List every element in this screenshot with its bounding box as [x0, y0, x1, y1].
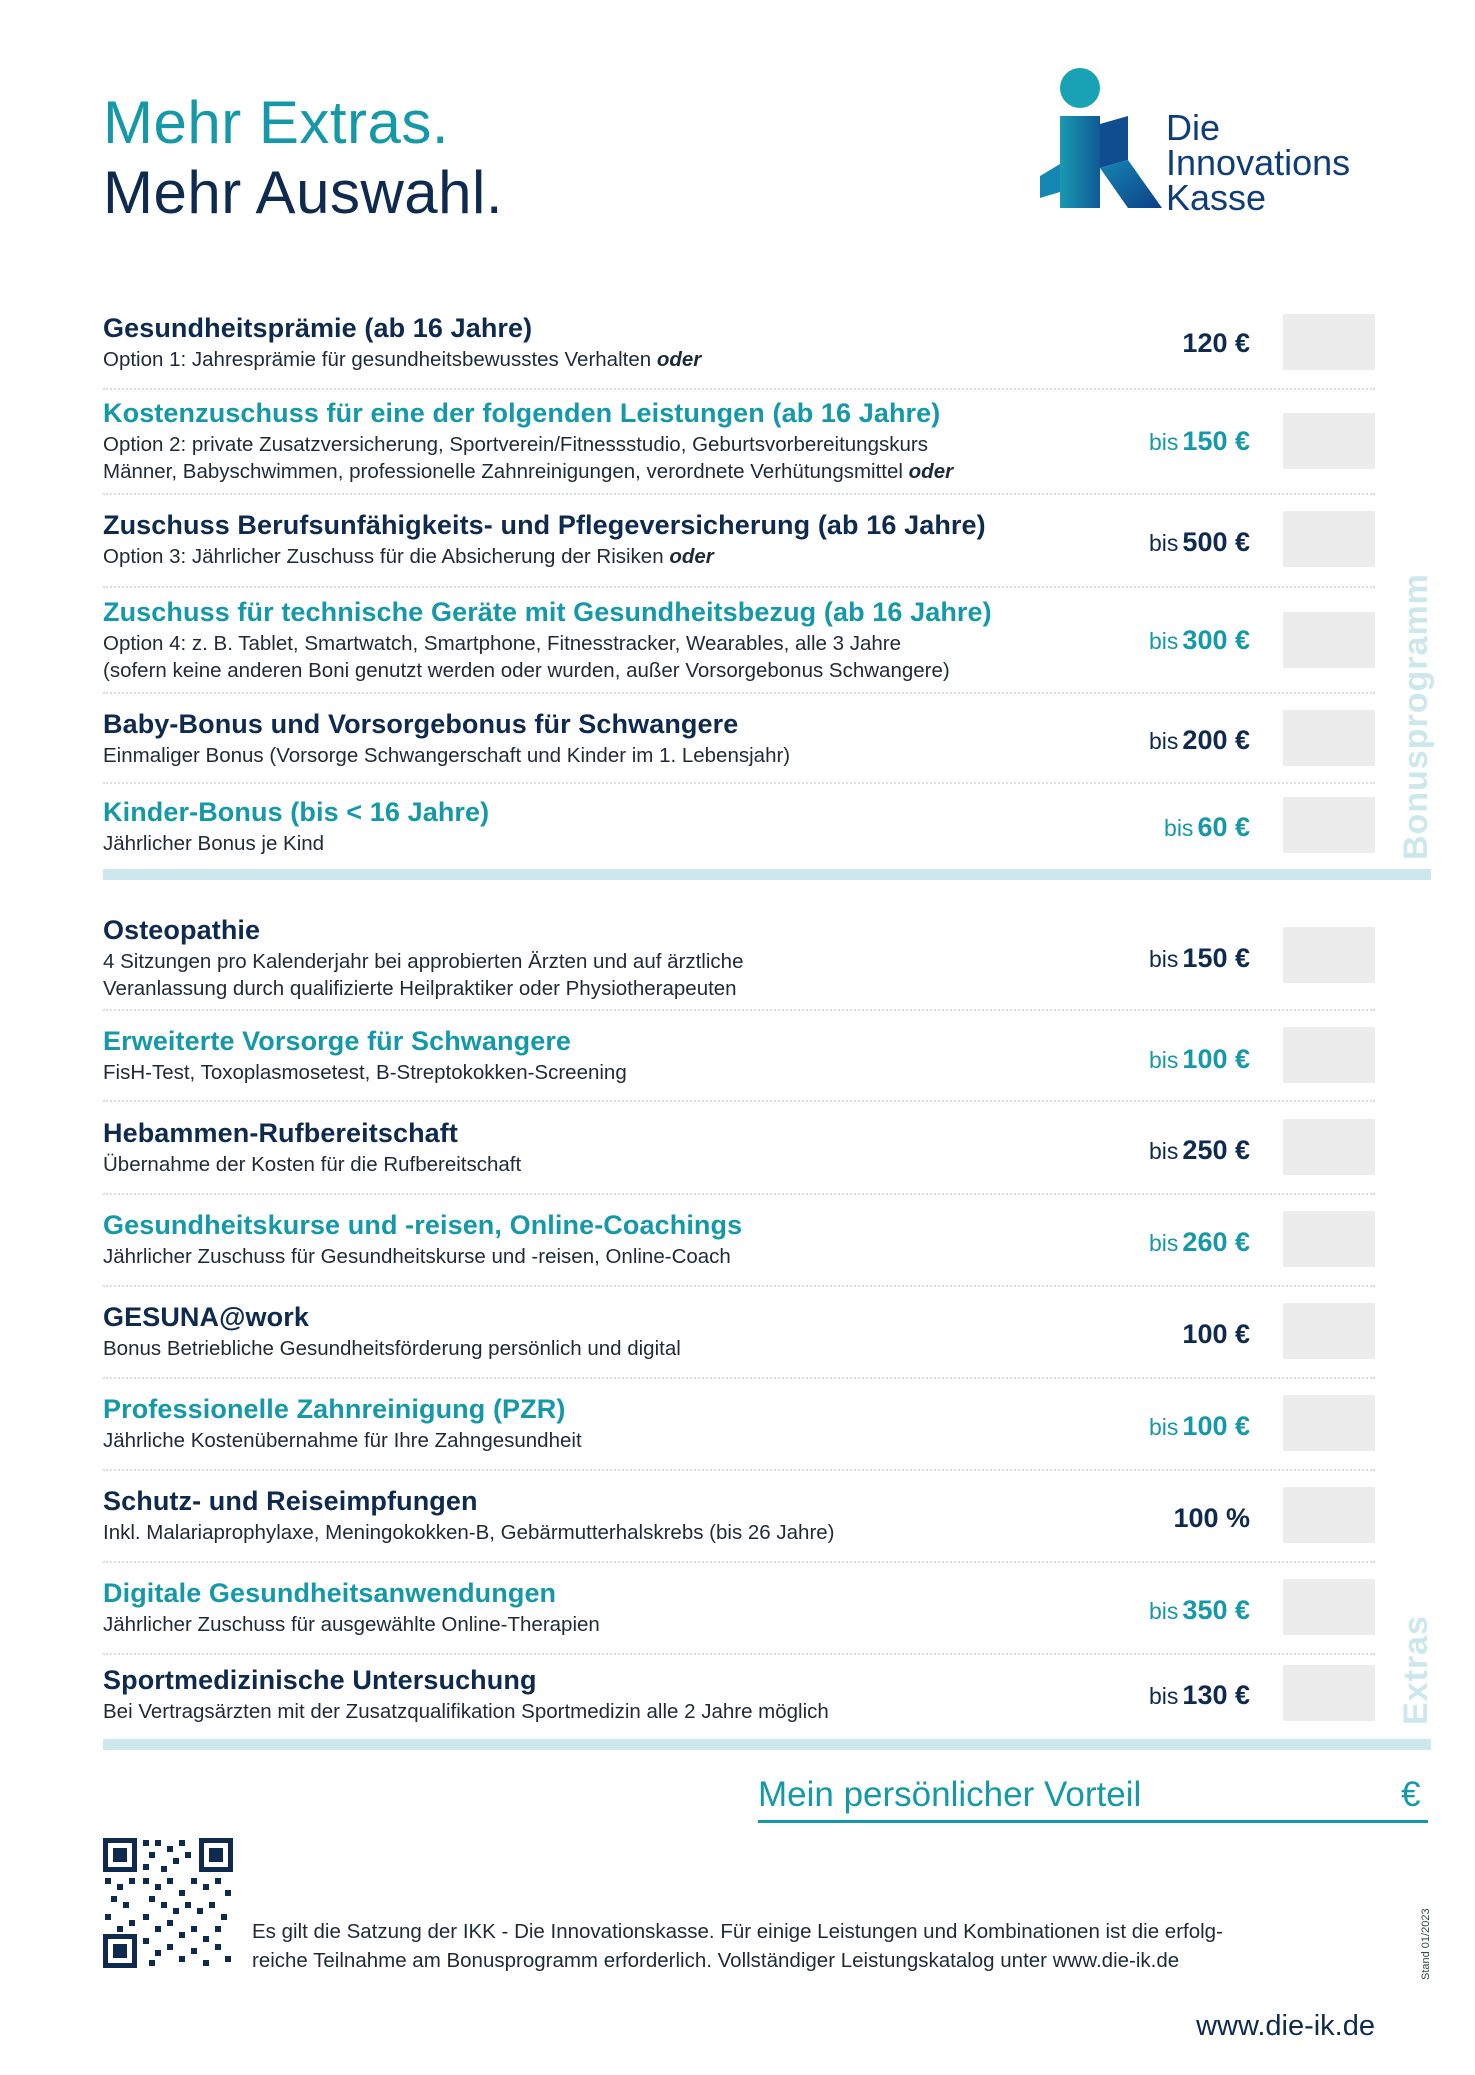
- row-amount: bis 60 €: [1164, 812, 1250, 842]
- row-desc-2: Männer, Babyschwimmen, professionelle Zahnreinigungen, verordnete Verhütungsmittel oder: [103, 460, 954, 483]
- footnote-line-1: Es gilt die Satzung der IKK - Die Innovationskasse. Für einige Leistungen und Kombinationen ist die erfolg-: [252, 1920, 1223, 1943]
- row-desc: Jährlicher Zuschuss für ausgewählte Online-Therapien: [103, 1613, 600, 1636]
- checkbox-field[interactable]: [1283, 1211, 1375, 1267]
- bonus-section-divider: [103, 869, 1431, 880]
- checkbox-field[interactable]: [1283, 1303, 1375, 1359]
- extras-row-erweiterte-vorsorge: [103, 1024, 1375, 1102]
- row-amount: bis 350 €: [1149, 1595, 1250, 1625]
- extras-row-gesuna: [103, 1300, 1375, 1379]
- row-amount: bis 100 €: [1149, 1411, 1250, 1441]
- row-amount: 120 €: [1182, 328, 1250, 358]
- checkbox-field[interactable]: [1283, 413, 1375, 469]
- extras-row-osteopathie: [103, 913, 1375, 1011]
- row-desc: Übernahme der Kosten für die Rufbereitschaft: [103, 1153, 522, 1176]
- row-title: Kostenzuschuss für eine der folgenden Leistungen (ab 16 Jahre): [103, 398, 941, 428]
- bonus-row-kinder-bonus: [103, 797, 1375, 863]
- row-title: Gesundheitsprämie (ab 16 Jahre): [103, 313, 533, 343]
- row-amount: bis 130 €: [1149, 1680, 1250, 1710]
- row-desc: Jährliche Kostenübernahme für Ihre Zahngesundheit: [103, 1429, 582, 1452]
- footnote: [252, 1917, 1223, 1975]
- row-title: Kinder-Bonus (bis < 16 Jahre): [103, 797, 490, 827]
- row-title: Digitale Gesundheitsanwendungen: [103, 1578, 557, 1608]
- row-amount: 100 %: [1173, 1503, 1250, 1533]
- row-amount: 100 €: [1182, 1319, 1250, 1349]
- row-desc: Option 3: Jährlicher Zuschuss für die Absicherung der Risiken oder: [103, 545, 714, 568]
- personal-benefit-input-line[interactable]: [758, 1820, 1428, 1823]
- checkbox-field[interactable]: [1283, 797, 1375, 853]
- logo-line-3: Kasse: [1166, 177, 1267, 218]
- row-desc: Option 2: private Zusatzversicherung, Sportverein/Fitnessstudio, Geburtsvorbereitungskurs: [103, 433, 928, 456]
- row-title: Sportmedizinische Untersuchung: [103, 1665, 537, 1695]
- headline: [103, 88, 503, 228]
- logo-line-1: Die: [1166, 107, 1221, 148]
- row-amount: bis 100 €: [1149, 1044, 1250, 1074]
- row-title: GESUNA@work: [103, 1302, 309, 1332]
- row-title: Hebammen-Rufbereitschaft: [103, 1118, 458, 1148]
- headline-line-1: Mehr Extras.: [103, 89, 450, 156]
- row-desc: Jährlicher Zuschuss für Gesundheitskurse und -reisen, Online-Coach: [103, 1245, 731, 1268]
- checkbox-field[interactable]: [1283, 1579, 1375, 1635]
- row-amount: bis 150 €: [1149, 943, 1250, 973]
- row-title: Zuschuss Berufsunfähigkeits- und Pflegeversicherung (ab 16 Jahre): [103, 510, 986, 540]
- bonus-row-baby-bonus: [103, 707, 1375, 784]
- bonus-vertical-label: Bonusprogramm: [1397, 573, 1435, 860]
- row-title: Professionelle Zahnreinigung (PZR): [103, 1394, 566, 1424]
- qr-code-icon: [103, 1838, 233, 1968]
- row-title: Gesundheitskurse und -reisen, Online-Coachings: [103, 1210, 743, 1240]
- extras-row-gesundheitskurse: [103, 1208, 1375, 1287]
- extras-vertical-label: Extras: [1397, 1615, 1435, 1725]
- extras-row-digitale-anwendungen: [103, 1576, 1375, 1655]
- row-desc: Einmaliger Bonus (Vorsorge Schwangerschaft und Kinder im 1. Lebensjahr): [103, 744, 791, 767]
- bonus-row-disability-insurance: [103, 507, 1375, 588]
- row-amount: bis 300 €: [1149, 625, 1250, 655]
- row-desc: Option 1: Jahresprämie für gesundheitsbewusstes Verhalten oder: [103, 348, 702, 371]
- checkbox-field[interactable]: [1283, 1395, 1375, 1451]
- row-title: Zuschuss für technische Geräte mit Gesundheitsbezug (ab 16 Jahre): [103, 597, 992, 627]
- row-amount: bis 200 €: [1149, 725, 1250, 755]
- row-amount: bis 250 €: [1149, 1135, 1250, 1165]
- bonus-row-health-premium: [103, 310, 1375, 390]
- row-amount: bis 500 €: [1149, 527, 1250, 557]
- row-desc: 4 Sitzungen pro Kalenderjahr bei approbierten Ärzten und auf ärztliche: [103, 950, 744, 973]
- row-desc: Option 4: z. B. Tablet, Smartwatch, Smartphone, Fitnesstracker, Wearables, alle 3 Jahre: [103, 632, 901, 655]
- headline-line-2: Mehr Auswahl.: [103, 159, 504, 226]
- logo-wordmark: [1166, 107, 1351, 218]
- row-title: Erweiterte Vorsorge für Schwangere: [103, 1026, 572, 1056]
- bonus-row-cost-subsidy: [103, 398, 1375, 495]
- row-desc: FisH-Test, Toxoplasmosetest, B-Streptokokken-Screening: [103, 1061, 627, 1084]
- checkbox-field[interactable]: [1283, 1027, 1375, 1083]
- row-amount: bis 150 €: [1149, 426, 1250, 456]
- row-desc-2: (sofern keine anderen Boni genutzt werden oder wurden, außer Vorsorgebonus Schwangere): [103, 659, 950, 682]
- logo-line-2: Innovations: [1166, 142, 1351, 183]
- row-desc: Jährlicher Bonus je Kind: [103, 832, 325, 855]
- row-desc: Bonus Betriebliche Gesundheitsförderung persönlich und digital: [103, 1337, 681, 1360]
- personal-benefit-label: Mein persönlicher Vorteil: [758, 1775, 1142, 1814]
- row-title: Osteopathie: [103, 915, 261, 945]
- extras-row-impfungen: [103, 1484, 1375, 1563]
- footer-url-link[interactable]: www.die-ik.de: [1196, 2010, 1375, 2042]
- row-title: Baby-Bonus und Vorsorgebonus für Schwangere: [103, 709, 739, 739]
- row-amount: bis 260 €: [1149, 1227, 1250, 1257]
- checkbox-field[interactable]: [1283, 511, 1375, 567]
- checkbox-field[interactable]: [1283, 710, 1375, 766]
- checkbox-field[interactable]: [1283, 927, 1375, 983]
- personal-benefit-currency: €: [1401, 1775, 1421, 1814]
- checkbox-field[interactable]: [1283, 612, 1375, 668]
- row-desc: Bei Vertragsärzten mit der Zusatzqualifikation Sportmedizin alle 2 Jahre möglich: [103, 1700, 829, 1723]
- extras-section-divider: [103, 1739, 1431, 1750]
- extras-row-sportmedizin: [103, 1665, 1375, 1731]
- bonus-row-technical-devices: [103, 597, 1375, 694]
- footnote-line-2: reiche Teilnahme am Bonusprogramm erforderlich. Vollständiger Leistungskatalog unter www.die-ik.de: [252, 1949, 1180, 1972]
- checkbox-field[interactable]: [1283, 1665, 1375, 1721]
- row-desc-2: Veranlassung durch qualifizierte Heilpraktiker oder Physiotherapeuten: [103, 977, 737, 1000]
- extras-row-zahnreinigung: [103, 1392, 1375, 1471]
- checkbox-field[interactable]: [1283, 314, 1375, 370]
- checkbox-field[interactable]: [1283, 1119, 1375, 1175]
- extras-row-hebammen: [103, 1116, 1375, 1195]
- row-title: Schutz- und Reiseimpfungen: [103, 1486, 478, 1516]
- stand-date: Stand 01/2023: [1420, 1908, 1432, 1980]
- row-desc: Inkl. Malariaprophylaxe, Meningokokken-B, Gebärmutterhalskrebs (bis 26 Jahre): [103, 1521, 835, 1544]
- checkbox-field[interactable]: [1283, 1487, 1375, 1543]
